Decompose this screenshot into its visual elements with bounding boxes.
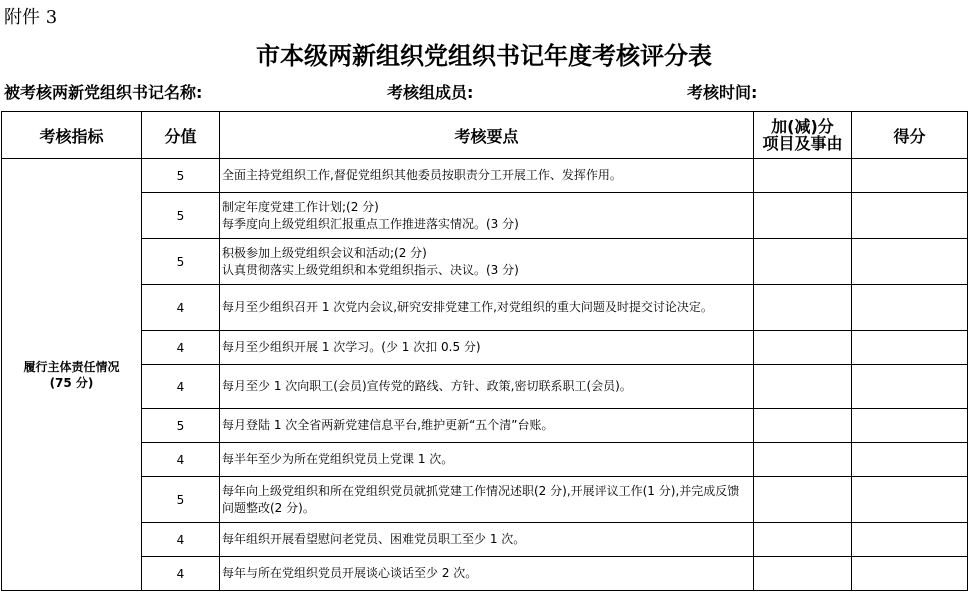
score-cell: 5 [142,193,220,239]
adjustment-input-cell[interactable] [754,285,852,331]
table-row [2,331,968,365]
result-input-cell[interactable] [852,443,968,477]
adjustment-input-cell[interactable] [754,365,852,409]
assessee-name-label: 被考核两新党组织书记名称: [4,83,203,102]
adjustment-input-cell[interactable] [754,523,852,557]
header-score: 分值 [142,112,220,159]
point-line: 积极参加上级党组织会议和活动;(2 分) [222,245,427,260]
header-adjustment-line2: 项目及事由 [762,134,843,153]
adjustment-input-cell[interactable] [754,557,852,591]
score-cell: 4 [142,285,220,331]
score-cell: 4 [142,443,220,477]
score-cell: 4 [142,331,220,365]
score-cell: 5 [142,409,220,443]
point-line: 每季度向上级党组织汇报重点工作推进落实情况。(3 分) [222,216,519,231]
point-line: 每月登陆 1 次全省两新党建信息平台,维护更新“五个清”台账。 [222,418,554,432]
result-input-cell[interactable] [852,239,968,285]
score-cell: 4 [142,365,220,409]
point-line: 每月至少组织召开 1 次党内会议,研究安排党建工作,对党组织的重大问题及时提交讨论决定。 [222,300,713,314]
point-cell [220,365,754,409]
point-line: 制定年度党建工作计划;(2 分) [222,199,379,214]
adjustment-input-cell[interactable] [754,443,852,477]
table-row [2,523,968,557]
table-row [2,409,968,443]
header-adjustment [754,112,852,159]
result-input-cell[interactable] [852,409,968,443]
table-row [2,443,968,477]
score-cell: 5 [142,477,220,523]
point-line: 每月至少 1 次向职工(会员)宣传党的路线、方针、政策,密切联系职工(会员)。 [222,379,632,393]
category-title: 履行主体责任情况 [23,359,120,374]
result-input-cell[interactable] [852,193,968,239]
point-cell [220,331,754,365]
point-cell [220,193,754,239]
assessment-group-label: 考核组成员: [387,83,474,102]
point-cell [220,523,754,557]
result-input-cell[interactable] [852,523,968,557]
point-cell [220,557,754,591]
point-cell [220,477,754,523]
point-cell [220,409,754,443]
adjustment-input-cell[interactable] [754,331,852,365]
point-cell [220,239,754,285]
header-result: 得分 [852,112,968,159]
header-points: 考核要点 [220,112,754,159]
table-header-row [2,112,968,159]
table-row [2,557,968,591]
adjustment-input-cell[interactable] [754,193,852,239]
score-cell: 5 [142,159,220,193]
result-input-cell[interactable] [852,285,968,331]
score-cell: 5 [142,239,220,285]
point-line: 每年与所在党组织党员开展谈心谈话至少 2 次。 [222,566,478,580]
assessment-table [1,111,968,591]
adjustment-input-cell[interactable] [754,477,852,523]
result-input-cell[interactable] [852,557,968,591]
adjustment-input-cell[interactable] [754,239,852,285]
score-cell: 4 [142,557,220,591]
result-input-cell[interactable] [852,365,968,409]
assessment-time-label: 考核时间: [687,83,758,102]
result-input-cell[interactable] [852,159,968,193]
adjustment-input-cell[interactable] [754,409,852,443]
point-cell [220,159,754,193]
point-line: 每年向上级党组织和所在党组织党员就抓党建工作情况述职(2 分),开展评议工作(1 分),并完成反馈问题整改(2 分)。 [222,483,740,515]
point-cell [220,285,754,331]
result-input-cell[interactable] [852,331,968,365]
point-line: 每年组织开展看望慰问老党员、困难党员职工至少 1 次。 [222,532,526,546]
point-line: 每月至少组织开展 1 次学习。(少 1 次扣 0.5 分) [222,340,481,354]
page-title: 市本级两新组织党组织书记年度考核评分表 [256,42,712,70]
category-points: (75 分) [49,375,94,390]
table-row [2,193,968,239]
table-row [2,239,968,285]
header-adjustment-line1: 加(减)分 [771,117,834,136]
result-input-cell[interactable] [852,477,968,523]
adjustment-input-cell[interactable] [754,159,852,193]
table-row [2,365,968,409]
score-cell: 4 [142,523,220,557]
point-line: 每半年至少为所在党组织党员上党课 1 次。 [222,452,454,466]
point-line: 全面主持党组织工作,督促党组织其他委员按职责分工开展工作、发挥作用。 [222,168,622,182]
table-row [2,285,968,331]
table-row [2,159,968,193]
header-indicator: 考核指标 [2,112,142,159]
point-cell [220,443,754,477]
attachment-label: 附件 3 [4,7,58,28]
table-row [2,477,968,523]
category-cell [2,159,142,591]
point-line: 认真贯彻落实上级党组织和本党组织指示、决议。(3 分) [222,262,519,277]
